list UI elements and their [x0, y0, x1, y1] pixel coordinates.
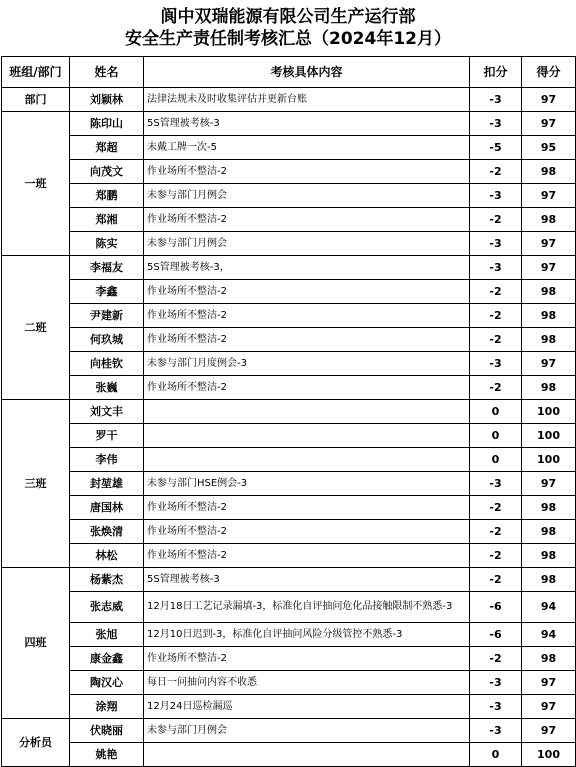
deduction-value: -3: [470, 256, 522, 280]
deduction-value: -2: [470, 304, 522, 328]
table-row: [2, 208, 576, 232]
employee-name: 向茂文: [70, 160, 144, 184]
score-value: 98: [522, 280, 576, 304]
employee-name: 唐国林: [70, 496, 144, 520]
score-value: 98: [522, 208, 576, 232]
score-value: 98: [522, 647, 576, 671]
assessment-content: 12月24日巡检漏巡: [144, 695, 470, 719]
score-value: 98: [522, 496, 576, 520]
table-row: [2, 280, 576, 304]
assessment-content: 作业场所不整洁-2: [144, 208, 470, 232]
deduction-value: -3: [470, 472, 522, 496]
table-row: [2, 112, 576, 136]
assessment-content: 12月18日工艺记录漏填-3，标准化自评抽问危化品接触限制不熟悉-3: [144, 592, 470, 623]
table-row: [2, 88, 576, 112]
assessment-content: 作业场所不整洁-2: [144, 520, 470, 544]
table-row: [2, 544, 576, 568]
deduction-value: -5: [470, 136, 522, 160]
score-value: 98: [522, 160, 576, 184]
employee-name: 罗干: [70, 424, 144, 448]
table-row: [2, 719, 576, 743]
header-row: [2, 57, 576, 88]
assessment-content: 未参与部门HSE例会-3: [144, 472, 470, 496]
employee-name: 陈实: [70, 232, 144, 256]
table-row: [2, 568, 576, 592]
header-deduction: 扣分: [470, 57, 522, 88]
employee-name: 封堃雄: [70, 472, 144, 496]
table-row: [2, 448, 576, 472]
table-row: [2, 695, 576, 719]
employee-name: 张志威: [70, 592, 144, 623]
employee-name: 郑湘: [70, 208, 144, 232]
assessment-content: 每日一问抽问内容不收悉: [144, 671, 470, 695]
table-row: [2, 671, 576, 695]
score-value: 97: [522, 232, 576, 256]
assessment-content: [144, 400, 470, 424]
score-value: 97: [522, 352, 576, 376]
assessment-content: 5S管理被考核-3，: [144, 256, 470, 280]
assessment-content: [144, 448, 470, 472]
group-label: 分析员: [2, 719, 70, 767]
deduction-value: 0: [470, 448, 522, 472]
score-value: 97: [522, 719, 576, 743]
score-value: 100: [522, 424, 576, 448]
table-row: [2, 352, 576, 376]
assessment-content: 作业场所不整洁-2: [144, 304, 470, 328]
deduction-value: -2: [470, 520, 522, 544]
score-value: 97: [522, 671, 576, 695]
employee-name: 郑鹏: [70, 184, 144, 208]
group-label: 三班: [2, 400, 70, 568]
group-label: 一班: [2, 112, 70, 256]
assessment-content: 未参与部门月例会: [144, 184, 470, 208]
deduction-value: -3: [470, 184, 522, 208]
assessment-content: 未戴工牌一次-5: [144, 136, 470, 160]
assessment-content: 作业场所不整洁-2: [144, 280, 470, 304]
table-row: [2, 496, 576, 520]
employee-name: 涂翔: [70, 695, 144, 719]
deduction-value: -2: [470, 160, 522, 184]
employee-name: 杨紫杰: [70, 568, 144, 592]
employee-name: 李伟: [70, 448, 144, 472]
table-row: [2, 520, 576, 544]
deduction-value: -2: [470, 328, 522, 352]
employee-name: 张旭: [70, 623, 144, 647]
assessment-content: 作业场所不整洁-2: [144, 328, 470, 352]
table-row: [2, 232, 576, 256]
assessment-content: 作业场所不整洁-2: [144, 544, 470, 568]
deduction-value: -3: [470, 719, 522, 743]
table-row: [2, 256, 576, 280]
score-value: 98: [522, 520, 576, 544]
assessment-content: 法律法规未及时收集评估并更新台账: [144, 88, 470, 112]
header-content: 考核具体内容: [144, 57, 470, 88]
assessment-content: 作业场所不整洁-2: [144, 160, 470, 184]
score-value: 97: [522, 256, 576, 280]
table-row: [2, 743, 576, 767]
deduction-value: -6: [470, 592, 522, 623]
deduction-value: -6: [470, 623, 522, 647]
employee-name: 陶汉心: [70, 671, 144, 695]
score-value: 98: [522, 568, 576, 592]
table-row: [2, 424, 576, 448]
score-value: 98: [522, 304, 576, 328]
deduction-value: -3: [470, 695, 522, 719]
employee-name: 李福友: [70, 256, 144, 280]
assessment-content: [144, 743, 470, 767]
assessment-content: 作业场所不整洁-2: [144, 647, 470, 671]
assessment-content: 5S管理被考核-3: [144, 112, 470, 136]
assessment-content: 12月10日迟到-3，标准化自评抽问风险分级管控不熟悉-3: [144, 623, 470, 647]
deduction-value: -2: [470, 496, 522, 520]
deduction-value: -3: [470, 352, 522, 376]
table-row: [2, 472, 576, 496]
deduction-value: -2: [470, 376, 522, 400]
table-row: [2, 623, 576, 647]
header-name: 姓名: [70, 57, 144, 88]
employee-name: 何玖城: [70, 328, 144, 352]
group-label: 部门: [2, 88, 70, 112]
employee-name: 张焕清: [70, 520, 144, 544]
deduction-value: -2: [470, 568, 522, 592]
employee-name: 康金鑫: [70, 647, 144, 671]
employee-name: 尹建新: [70, 304, 144, 328]
deduction-value: -2: [470, 280, 522, 304]
assessment-content: [144, 424, 470, 448]
deduction-value: 0: [470, 743, 522, 767]
assessment-content: 未参与部门月度例会-3: [144, 352, 470, 376]
table-row: [2, 647, 576, 671]
employee-name: 刘文丰: [70, 400, 144, 424]
employee-name: 向桂钦: [70, 352, 144, 376]
deduction-value: 0: [470, 400, 522, 424]
employee-name: 陈印山: [70, 112, 144, 136]
score-value: 97: [522, 695, 576, 719]
deduction-value: -3: [470, 671, 522, 695]
table-row: [2, 592, 576, 623]
group-label: 四班: [2, 568, 70, 719]
assessment-content: 未参与部门月例会: [144, 232, 470, 256]
assessment-content: 5S管理被考核-3: [144, 568, 470, 592]
deduction-value: -2: [470, 544, 522, 568]
table-row: [2, 160, 576, 184]
employee-name: 姚艳: [70, 743, 144, 767]
score-value: 100: [522, 448, 576, 472]
score-value: 97: [522, 88, 576, 112]
table-row: [2, 304, 576, 328]
score-value: 98: [522, 544, 576, 568]
deduction-value: -2: [470, 208, 522, 232]
document-title: [0, 0, 576, 50]
score-value: 95: [522, 136, 576, 160]
score-value: 97: [522, 112, 576, 136]
employee-name: 郑超: [70, 136, 144, 160]
score-value: 98: [522, 328, 576, 352]
assessment-content: 作业场所不整洁-2: [144, 376, 470, 400]
header-score: 得分: [522, 57, 576, 88]
employee-name: 林松: [70, 544, 144, 568]
assessment-content: 未参与部门月例会: [144, 719, 470, 743]
employee-name: 张巍: [70, 376, 144, 400]
table-row: [2, 400, 576, 424]
table-body: [2, 88, 576, 767]
table-row: [2, 376, 576, 400]
assessment-content: 作业场所不整洁-2: [144, 496, 470, 520]
group-label: 二班: [2, 256, 70, 400]
table-row: [2, 136, 576, 160]
title-line-1: 阆中双瑞能源有限公司生产运行部: [160, 7, 416, 27]
score-value: 94: [522, 592, 576, 623]
employee-name: 李鑫: [70, 280, 144, 304]
title-line-2: 安全生产责任制考核汇总（2024年12月）: [125, 29, 451, 49]
score-value: 98: [522, 376, 576, 400]
score-value: 100: [522, 400, 576, 424]
header-group: 班组/部门: [2, 57, 70, 88]
score-value: 97: [522, 184, 576, 208]
assessment-table: [1, 56, 576, 767]
deduction-value: -2: [470, 647, 522, 671]
deduction-value: -3: [470, 88, 522, 112]
employee-name: 伏晓丽: [70, 719, 144, 743]
employee-name: 刘颖林: [70, 88, 144, 112]
score-value: 94: [522, 623, 576, 647]
table-row: [2, 184, 576, 208]
score-value: 100: [522, 743, 576, 767]
score-value: 97: [522, 472, 576, 496]
deduction-value: -3: [470, 232, 522, 256]
deduction-value: 0: [470, 424, 522, 448]
deduction-value: -3: [470, 112, 522, 136]
table-row: [2, 328, 576, 352]
